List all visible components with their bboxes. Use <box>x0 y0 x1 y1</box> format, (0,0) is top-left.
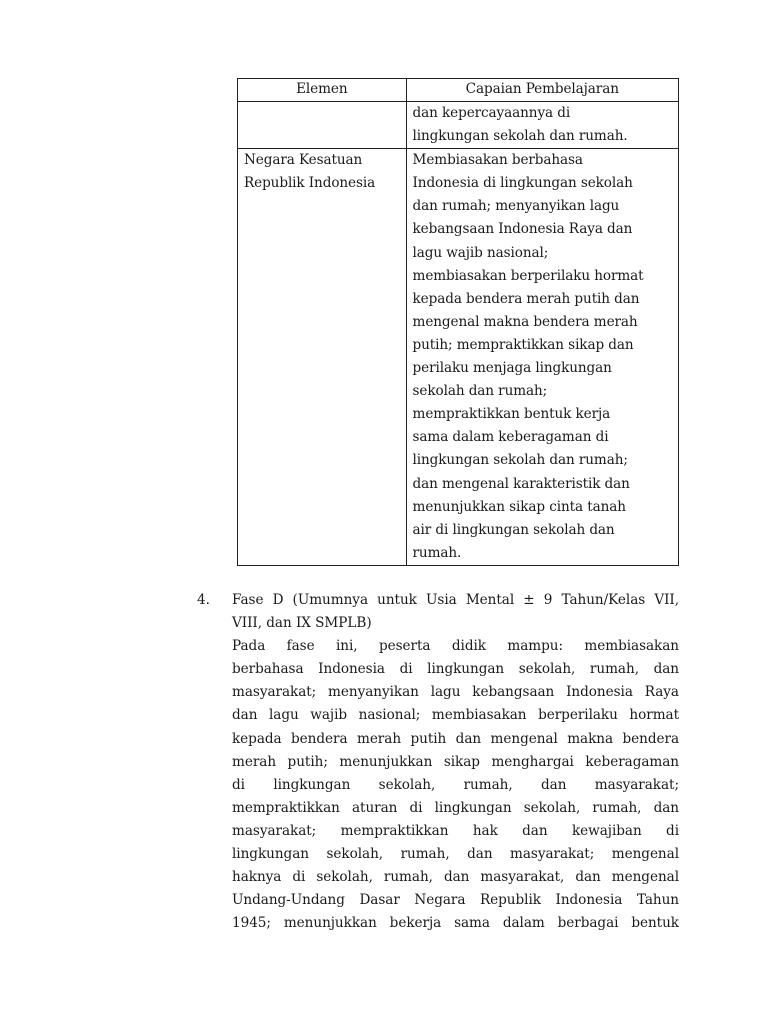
header-capaian: Capaian Pembelajaran <box>406 79 678 102</box>
capaian-cell <box>406 149 678 566</box>
elemen-line: Republik Indonesia <box>244 175 376 192</box>
paragraph-line: Undang-Undang Dasar Negara Republik Indonesia Tahun <box>232 892 679 909</box>
capaian-table <box>237 78 679 566</box>
capaian-line: dan rumah; menyanyikan lagu <box>412 198 620 215</box>
capaian-line: menunjukkan sikap cinta tanah <box>412 498 626 515</box>
capaian-line: rumah. <box>412 544 462 561</box>
section-heading-line: VIII, dan IX SMPLB) <box>232 615 372 632</box>
capaian-line: Membiasakan berbahasa <box>412 152 583 169</box>
elemen-line: Negara Kesatuan <box>244 152 363 169</box>
paragraph-line: dan lagu wajib nasional; membiasakan berperilaku hormat <box>232 707 679 724</box>
capaian-line: lingkungan sekolah dan rumah; <box>412 452 628 469</box>
section-body <box>232 589 679 935</box>
table-row <box>238 102 679 149</box>
paragraph-line: 1945; menunjukkan bekerja sama dalam berbagai bentuk <box>232 915 679 932</box>
capaian-line: mempraktikkan bentuk kerja <box>412 406 611 423</box>
capaian-line: lagu wajib nasional; <box>412 244 549 261</box>
capaian-line: kebangsaan Indonesia Raya dan <box>412 221 633 238</box>
capaian-line: air di lingkungan sekolah dan <box>412 521 615 538</box>
elemen-cell <box>238 102 407 149</box>
capaian-line: Indonesia di lingkungan sekolah <box>412 175 633 192</box>
paragraph-line: mempraktikkan aturan di lingkungan sekolah, rumah, dan <box>232 799 679 816</box>
elemen-cell <box>238 149 407 566</box>
capaian-line: mengenal makna bendera merah <box>412 313 638 330</box>
capaian-line: kepada bendera merah putih dan <box>412 290 640 307</box>
capaian-line: sama dalam keberagaman di <box>412 429 609 446</box>
capaian-line: putih; mempraktikkan sikap dan <box>412 336 634 353</box>
header-elemen: Elemen <box>238 79 407 102</box>
capaian-line: membiasakan berperilaku hormat <box>412 267 644 284</box>
capaian-line: lingkungan sekolah dan rumah. <box>412 128 628 145</box>
capaian-line: dan mengenal karakteristik dan <box>412 475 630 492</box>
capaian-line: dan kepercayaannya di <box>412 105 571 121</box>
table-row <box>238 149 679 566</box>
capaian-line: sekolah dan rumah; <box>412 383 548 400</box>
paragraph-line: masyarakat; menyanyikan lagu kebangsaan Indonesia Raya <box>232 684 679 701</box>
paragraph-line: di lingkungan sekolah, rumah, dan masyarakat; <box>232 776 679 793</box>
capaian-line: perilaku menjaga lingkungan <box>412 360 612 377</box>
section-heading-line: Fase D (Umumnya untuk Usia Mental ± 9 Tahun/Kelas VII, <box>232 592 679 608</box>
section-number: 4. <box>197 592 210 608</box>
paragraph-line: merah putih; menunjukkan sikap menghargai keberagaman <box>232 753 679 770</box>
paragraph-line: kepada bendera merah putih dan mengenal makna bendera <box>232 730 679 747</box>
paragraph-line: Pada fase ini, peserta didik mampu: membiasakan <box>232 638 679 655</box>
table-header-row <box>238 79 679 102</box>
paragraph-line: haknya di sekolah, rumah, dan masyarakat, dan mengenal <box>232 869 679 886</box>
paragraph-line: lingkungan sekolah, rumah, dan masyarakat; mengenal <box>232 846 679 863</box>
capaian-cell <box>406 102 678 149</box>
paragraph-line: berbahasa Indonesia di lingkungan sekolah, rumah, dan <box>232 661 679 678</box>
paragraph-line: masyarakat; mempraktikkan hak dan kewajiban di <box>232 822 679 839</box>
